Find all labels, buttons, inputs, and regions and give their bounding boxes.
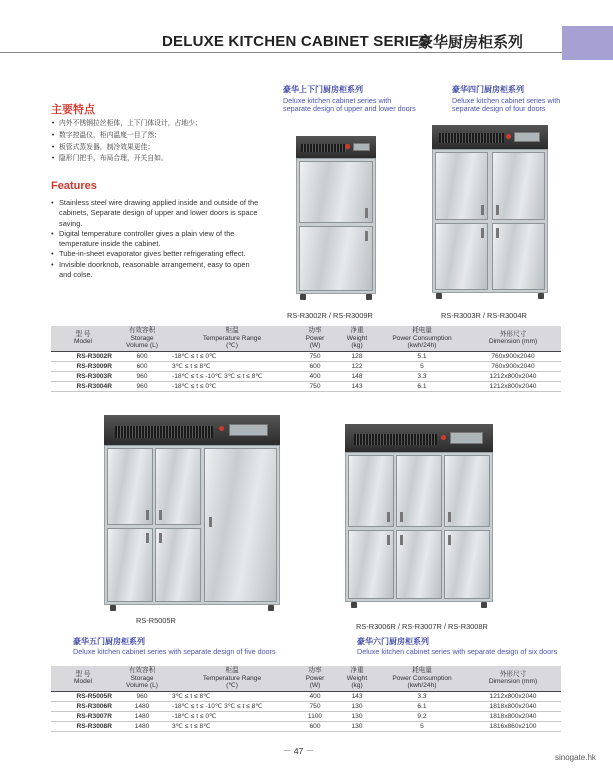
col-storage-en: Storage [130,334,154,342]
cell-dimension: 1212x800x2040 [465,371,561,381]
table-row [51,701,561,711]
col-power-en2: (W) [309,342,321,350]
col-power-en: Power [305,334,325,342]
cell-weight: 143 [335,381,379,391]
col-weight-cn: 净重 [350,667,364,674]
two-door-caption-en-1: Deluxe kitchen cabinet series with [283,96,392,105]
header-divider [0,52,562,53]
cell-weight: 130 [335,711,379,721]
six-door-caption-cn: 豪华六门厨房柜系列 [357,637,429,646]
cell-volume: 960 [115,371,169,381]
table-header-row [51,326,561,351]
table-row [51,691,561,701]
four-door-caption-cn: 豪华四门厨房柜系列 [452,85,524,94]
cell-dimension: 1212x800x2040 [465,691,561,701]
col-weight-en2: (kg) [351,342,363,350]
list-item: • 隐形门把手，布局合理，开关自如。 [51,153,261,165]
col-power-en: Power [305,674,325,682]
col-temp-en2: (℃) [226,682,238,690]
page-title-cn: 豪华厨房柜系列 [418,33,524,51]
col-power-en2: (W) [309,682,321,690]
col-model-en: Model [74,678,92,686]
features-cn-heading: 主要特点 [51,103,95,116]
table-row [51,351,561,361]
col-cons-en2: (kwh/24h) [407,342,437,350]
table-row [51,361,561,371]
spec-table-2-body [51,691,561,731]
table-row [51,721,561,731]
cell-consumption: 9.2 [379,711,465,721]
col-cons-en: Power Consumption [392,334,452,342]
col-power-cn: 功率 [308,327,322,334]
two-door-model-label: RS-R3002R / RS-R3009R [287,311,373,320]
cell-volume: 600 [115,361,169,371]
cell-dimension: 760x900x2040 [465,351,561,361]
cell-volume: 960 [115,691,169,701]
col-weight-en: Weight [346,674,368,682]
col-cons-cn: 耗电量 [412,327,432,334]
col-temp-en2: (℃) [226,342,238,350]
list-item: • 数字控温仪，柜内温度一目了然； [51,130,261,142]
spec-table-1-body [51,351,561,391]
cell-dimension: 760x900x2040 [465,361,561,371]
cell-consumption: 3.3 [379,691,465,701]
cell-power: 750 [295,701,335,711]
six-door-caption-en: Deluxe kitchen cabinet series with separate design of six doors [357,647,558,656]
four-door-caption-en-1: Deluxe kitchen cabinet series with [452,96,561,105]
table-row [51,371,561,381]
four-door-model-label: RS-R3003R / RS-R3004R [441,311,527,320]
col-power-cn: 功率 [308,667,322,674]
cell-weight: 122 [335,361,379,371]
col-storage-cn: 有效容积 [128,667,156,674]
cell-consumption: 6.1 [379,381,465,391]
cell-temp: 3℃ ≤ t ≤ 8℃ [169,361,295,371]
cell-model: RS-R3007R [51,711,115,721]
features-cn-list [51,118,261,165]
five-door-cabinet-image [104,415,280,611]
col-storage-en2: Volume (L) [126,682,158,690]
five-door-caption-cn: 豪华五门厨房柜系列 [73,637,145,646]
list-item: • Stainless steel wire drawing applied inside and outside of the cabinets, Separate design of upper and lower doors is space saving. [51,198,263,229]
cell-model: RS-R3006R [51,701,115,711]
list-item: • Invisible doorknob, reasonable arrangement, easy to open and colse. [51,260,263,281]
cell-weight: 130 [335,721,379,731]
col-temp-cn: 柜温 [225,327,239,334]
cell-weight: 148 [335,371,379,381]
cell-power: 750 [295,351,335,361]
cell-dimension: 1816x860x2100 [465,721,561,731]
five-door-caption-en: Deluxe kitchen cabinet series with separate design of five doors [73,647,276,656]
cell-model: RS-R5005R [51,691,115,701]
cell-power: 750 [295,381,335,391]
five-door-model-label: RS-R5005R [136,616,176,625]
col-dim-en: Dimension (mm) [488,678,538,686]
col-dim-cn: 外形尺寸 [499,330,527,338]
table-header-row [51,666,561,691]
cell-model: RS-R3008R [51,721,115,731]
cell-temp: -18℃ ≤ t ≤ -10℃ 3℃ ≤ t ≤ 8℃ [169,701,295,711]
four-door-caption-en-2: separate design of four doors [452,104,546,113]
col-weight-en: Weight [346,334,368,342]
col-dim-cn: 外形尺寸 [499,670,527,678]
cell-consumption: 5 [379,361,465,371]
features-en-heading: Features [51,180,97,192]
page-title-en: DELUXE KITCHEN CABINET SERIES [162,33,430,50]
cell-dimension: 1818x800x2040 [465,701,561,711]
cell-volume: 1480 [115,721,169,731]
cell-temp: 3℃ ≤ t ≤ 8℃ [169,721,295,731]
six-door-cabinet-image [345,424,493,608]
cell-dimension: 1212x800x2040 [465,381,561,391]
header-accent-block [562,26,613,60]
list-item: • 板管式蒸发器，制冷效果更佳； [51,142,261,154]
two-door-caption-en-2: separate design of upper and lower doors [283,104,416,113]
cell-model: RS-R3009R [51,361,115,371]
list-item: • Tube-in-sheet evaporator gives better refrigerating effect. [51,249,263,259]
cell-volume: 960 [115,381,169,391]
col-cons-en: Power Consumption [392,674,452,682]
cell-temp: 3℃ ≤ t ≤ 8℃ [169,691,295,701]
table-row [51,381,561,391]
col-dim-en: Dimension (mm) [488,338,538,346]
cell-power: 400 [295,371,335,381]
list-item: • Digital temperature controller gives a plain view of the temperature inside the cabinet. [51,229,263,250]
cell-consumption: 5 [379,721,465,731]
cell-volume: 600 [115,351,169,361]
col-temp-en: Temperature Range [202,334,262,342]
cell-model: RS-R3003R [51,371,115,381]
cell-weight: 143 [335,691,379,701]
spec-table-2 [51,666,561,732]
col-model-en: Model [74,338,92,346]
features-en-list [51,198,263,280]
two-door-caption-cn: 豪华上下门厨房柜系列 [283,85,363,94]
col-model-cn: 型 号 [75,330,91,338]
col-cons-cn: 耗电量 [412,667,432,674]
col-cons-en2: (kwh/24h) [407,682,437,690]
cell-weight: 130 [335,701,379,711]
cell-volume: 1480 [115,701,169,711]
col-temp-cn: 柜温 [225,667,239,674]
cell-power: 400 [295,691,335,701]
cell-temp: -18℃ ≤ t ≤ 0℃ [169,711,295,721]
cell-consumption: 6.1 [379,701,465,711]
six-door-model-label: RS-R3006R / RS-R3007R / RS-R3008R [356,622,488,631]
list-item: • 内外不锈钢拉丝柜体，上下门体设计，占地少； [51,118,261,130]
brand-watermark: sinogate.hk [555,753,596,762]
cell-model: RS-R3004R [51,381,115,391]
page-number: － 47 － [283,746,315,756]
cell-dimension: 1818x800x2040 [465,711,561,721]
table-row [51,711,561,721]
col-storage-cn: 有效容积 [128,327,156,334]
cell-temp: -18℃ ≤ t ≤ 0℃ [169,381,295,391]
cell-power: 600 [295,721,335,731]
col-weight-en2: (kg) [351,682,363,690]
cell-temp: -18℃ ≤ t ≤ -10℃ 3℃ ≤ t ≤ 8℃ [169,371,295,381]
two-door-cabinet-image [296,136,376,300]
cell-temp: -18℃ ≤ t ≤ 0℃ [169,351,295,361]
cell-volume: 1480 [115,711,169,721]
col-weight-cn: 净重 [350,327,364,334]
cell-consumption: 3.3 [379,371,465,381]
cell-power: 1100 [295,711,335,721]
col-storage-en2: Volume (L) [126,342,158,350]
col-storage-en: Storage [130,674,154,682]
cell-power: 600 [295,361,335,371]
cell-consumption: 5.1 [379,351,465,361]
cell-weight: 128 [335,351,379,361]
four-door-cabinet-image [432,125,548,299]
col-temp-en: Temperature Range [202,674,262,682]
cell-model: RS-R3002R [51,351,115,361]
col-model-cn: 型 号 [75,670,91,678]
spec-table-1 [51,326,561,392]
